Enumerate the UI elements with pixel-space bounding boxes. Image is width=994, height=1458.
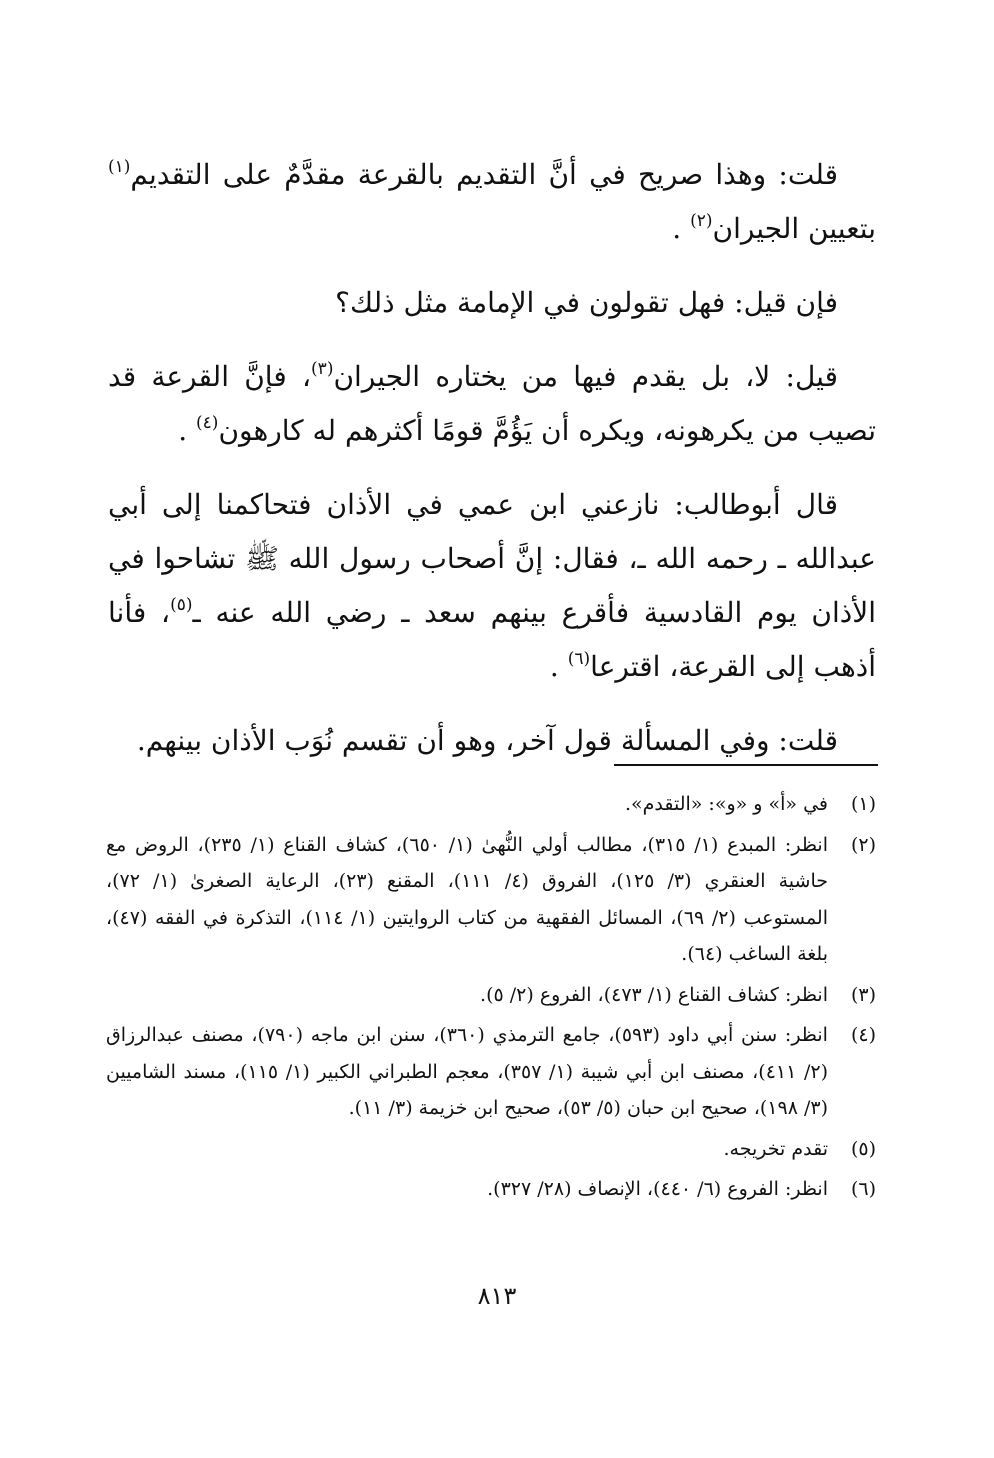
footnote	[106, 1131, 876, 1168]
footnote-number: (٤)	[850, 1024, 876, 1046]
footnote-text: انظر: الفروع (٦/ ٤٤٠)، الإنصاف (٢٨/ ٣٢٧).	[487, 1178, 828, 1200]
footnote-separator	[614, 764, 878, 766]
text-run: قلت: وهذا صريح في أنَّ التقديم بالقرعة مقدَّمٌ على التقديم	[130, 158, 838, 191]
paragraph	[108, 276, 876, 330]
main-text	[108, 148, 876, 768]
footnote-number: (٢)	[850, 833, 876, 856]
footnote-number: (٣)	[850, 983, 876, 1006]
text-run: .	[672, 212, 691, 245]
footnote-text: انظر: سنن أبي داود (٥٩٣)، جامع الترمذي (٣٦٠)، سنن ابن ماجه (٧٩٠)، مصنف عبدالرزاق (٢/ ٤١١)، مصنف ابن أبي شيبة (١/ ٣٥٧)، معجم الطبراني الكبير (١/ ١١٥)، مسند الشاميين (٣/ ١٩٨)، صحيح ابن حبان (٥/ ٥٣)، صحيح ابن خزيمة (٣/ ١١).	[106, 1024, 828, 1119]
footnote-text: انظر: المبدع (١/ ٣١٥)، مطالب أولي النُّهىٰ (١/ ٦٥٠)، كشاف القناع (١/ ٢٣٥)، الروض مع حاشية العنقري (٣/ ١٢٥)، الفروق (٤/ ١١١)، المقنع (٢٣)، الرعاية الصغرىٰ (١/ ٧٢)، المستوعب (٢/ ٦٩)، المسائل الفقهية من كتاب الروايتين (١/ ١١٤)، التذكرة في الفقه (٤٧)، بلغة الساغب (٦٤).	[106, 833, 828, 965]
paragraph	[108, 148, 876, 256]
paragraph	[108, 714, 876, 768]
text-run: قلت: وفي المسألة قول آخر، وهو أن تقسم نُوَب الأذان بينهم.	[136, 724, 838, 757]
footnote	[106, 786, 876, 823]
footnote	[106, 1171, 876, 1208]
footnote-number: (٥)	[850, 1137, 876, 1160]
footnote-text: انظر: كشاف القناع (١/ ٤٧٣)، الفروع (٢/ ٥).	[480, 983, 828, 1006]
footnote-number: (١)	[850, 793, 876, 815]
text-run: .	[549, 650, 568, 683]
footnote-marker: (٥)	[170, 595, 193, 615]
footnote-marker: (١)	[108, 157, 131, 177]
footnote-text: في «أ» و «و»: «التقدم».	[624, 793, 828, 815]
footnote	[106, 1017, 876, 1127]
footnote	[106, 827, 876, 973]
footnote-marker: (٦)	[567, 649, 591, 669]
text-run: .	[178, 414, 197, 447]
footnote	[106, 977, 876, 1014]
footnote-marker: (٤)	[196, 413, 219, 433]
footnote-number: (٦)	[850, 1178, 876, 1200]
text-run: ، فإنَّ القرعة قد تصيب من يكرهونه، ويكره أن يَؤُمَّ قومًا أكثرهم له كارهون	[108, 360, 876, 447]
text-run: قيل: لا، بل يقدم فيها من يختاره الجيران	[333, 360, 838, 393]
footnote-marker: (٢)	[690, 211, 713, 231]
footnote-text: تقدم تخريجه.	[723, 1137, 828, 1160]
footnote-marker: (٣)	[311, 359, 334, 379]
paragraph	[108, 350, 876, 458]
paragraph	[108, 478, 876, 694]
text-run: ، فأنا أذهب إلى القرعة، اقترعا	[108, 596, 876, 683]
page-number: ٨١٣	[477, 1282, 517, 1310]
text-run: فإن قيل: فهل تقولون في الإمامة مثل ذلك؟	[335, 286, 838, 319]
footnotes	[106, 786, 876, 1212]
text-run: قال أبوطالب: نازعني ابن عمي في الأذان فتحاكمنا إلى أبي عبدالله ـ رحمه الله ـ، فقال: إنَّ أصحاب رسول الله ﷺ تشاحوا في الأذان يوم القادسية فأقرع بينهم سعد ـ رضي الله عنه ـ	[108, 488, 876, 629]
text-run: بتعيين الجيران	[712, 212, 876, 245]
